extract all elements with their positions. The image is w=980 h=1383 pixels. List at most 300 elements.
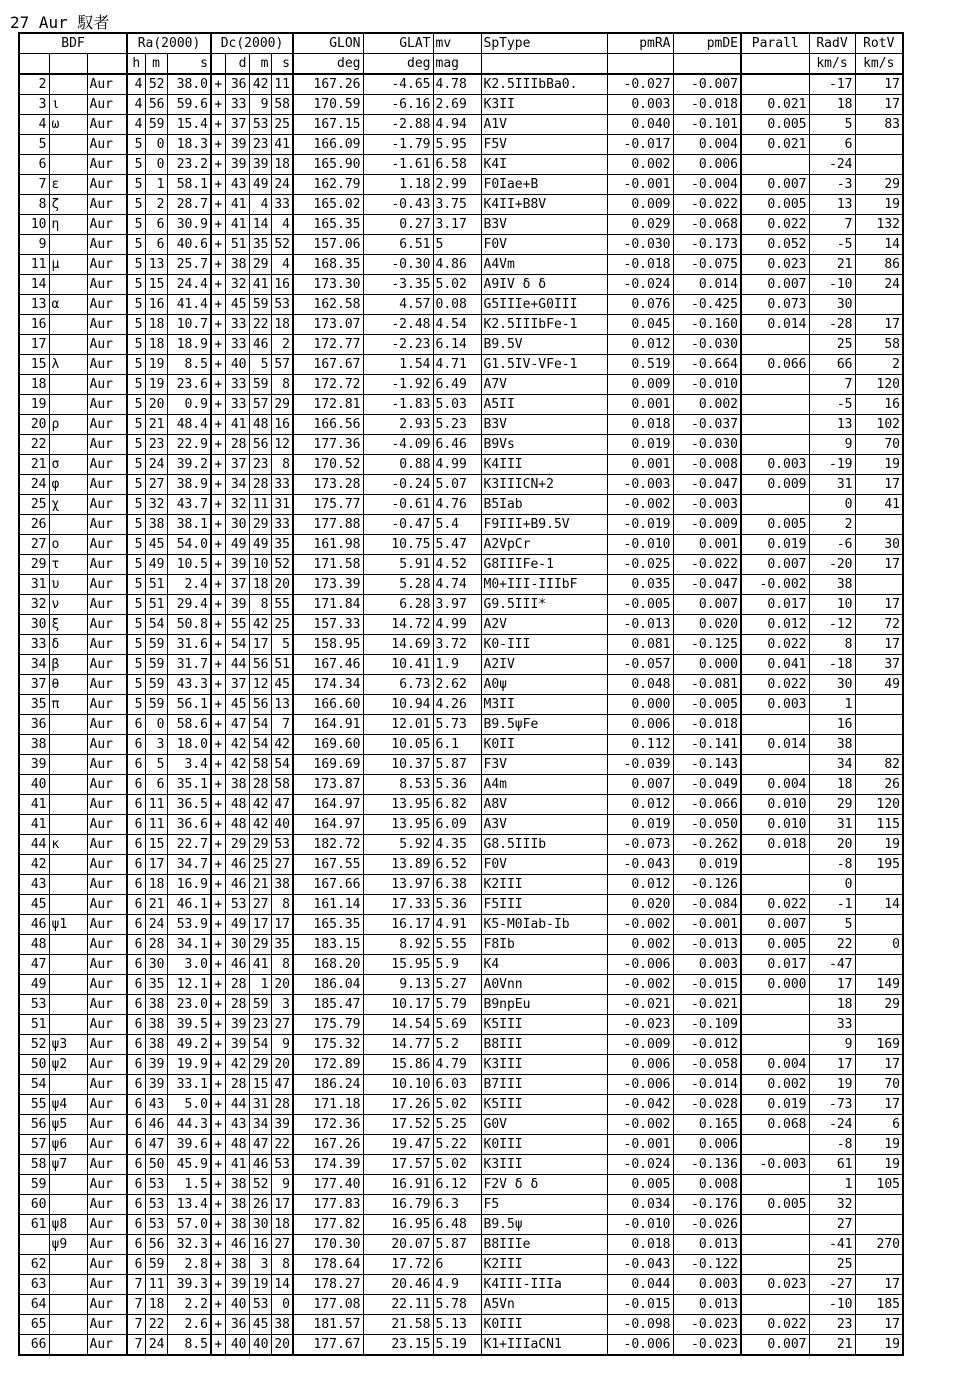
cell-dec-s: 22 xyxy=(271,1135,293,1155)
cell-dec-s: 27 xyxy=(271,1235,293,1255)
cell-ra-m: 30 xyxy=(145,955,167,975)
cell-rotv: 6 xyxy=(855,1115,903,1135)
cell-pmde: 0.007 xyxy=(673,595,741,615)
cell-parallax xyxy=(741,1175,809,1195)
cell-glon: 170.59 xyxy=(293,95,363,115)
cell-constellation: Aur xyxy=(87,1095,127,1115)
cell-sptype: K3IIICN+2 xyxy=(481,475,607,495)
cell-mv: 5.95 xyxy=(433,135,481,155)
cell-dec-sign: + xyxy=(211,655,225,675)
cell-ra-m: 32 xyxy=(145,495,167,515)
cell-ra-s: 44.3 xyxy=(167,1115,211,1135)
cell-greek-letter xyxy=(49,435,87,455)
table-row xyxy=(19,435,903,455)
cell-constellation: Aur xyxy=(87,735,127,755)
cell-greek-letter xyxy=(49,855,87,875)
cell-dec-s: 18 xyxy=(271,315,293,335)
cell-mv: 4.76 xyxy=(433,495,481,515)
cell-bdf-number: 9 xyxy=(19,235,49,255)
cell-sptype: K3III xyxy=(481,1055,607,1075)
table-row xyxy=(19,1215,903,1235)
cell-pmde: -0.010 xyxy=(673,375,741,395)
cell-pmra: -0.027 xyxy=(607,74,673,95)
cell-radv: 66 xyxy=(809,355,855,375)
cell-dec-d: 55 xyxy=(225,615,249,635)
cell-bdf-number: 24 xyxy=(19,475,49,495)
cell-greek-letter xyxy=(49,955,87,975)
cell-constellation: Aur xyxy=(87,215,127,235)
cell-bdf-number: 55 xyxy=(19,1095,49,1115)
cell-dec-sign: + xyxy=(211,235,225,255)
cell-pmde: -0.125 xyxy=(673,635,741,655)
cell-glat: 15.86 xyxy=(363,1055,433,1075)
cell-parallax xyxy=(741,1255,809,1275)
cell-parallax: 0.005 xyxy=(741,935,809,955)
cell-dec-m: 49 xyxy=(249,175,271,195)
cell-parallax: 0.019 xyxy=(741,535,809,555)
cell-ra-s: 39.5 xyxy=(167,1015,211,1035)
unit-cell xyxy=(211,54,225,75)
cell-pmde: -0.068 xyxy=(673,215,741,235)
cell-ra-m: 11 xyxy=(145,1275,167,1295)
cell-constellation: Aur xyxy=(87,1275,127,1295)
cell-rotv xyxy=(855,915,903,935)
table-row xyxy=(19,395,903,415)
cell-dec-m: 54 xyxy=(249,1035,271,1055)
cell-pmra: 0.002 xyxy=(607,155,673,175)
cell-constellation: Aur xyxy=(87,895,127,915)
cell-ra-s: 28.7 xyxy=(167,195,211,215)
cell-dec-sign: + xyxy=(211,1235,225,1255)
cell-ra-s: 24.4 xyxy=(167,275,211,295)
cell-glat: 10.10 xyxy=(363,1075,433,1095)
cell-ra-s: 32.3 xyxy=(167,1235,211,1255)
cell-ra-s: 36.5 xyxy=(167,795,211,815)
cell-dec-sign: + xyxy=(211,1275,225,1295)
cell-dec-sign: + xyxy=(211,635,225,655)
cell-rotv xyxy=(855,295,903,315)
cell-dec-sign: + xyxy=(211,315,225,335)
cell-dec-s: 53 xyxy=(271,835,293,855)
cell-glon: 166.60 xyxy=(293,695,363,715)
page-title: 27 Aur 馭者 xyxy=(10,13,110,32)
cell-dec-m: 17 xyxy=(249,915,271,935)
cell-pmra: -0.043 xyxy=(607,855,673,875)
cell-sptype: B9.5ψ xyxy=(481,1215,607,1235)
cell-dec-sign: + xyxy=(211,135,225,155)
table-row xyxy=(19,175,903,195)
cell-pmra: -0.002 xyxy=(607,495,673,515)
cell-dec-s: 31 xyxy=(271,495,293,515)
cell-radv: 22 xyxy=(809,935,855,955)
cell-glon: 185.47 xyxy=(293,995,363,1015)
cell-mv: 2.62 xyxy=(433,675,481,695)
cell-rotv: 26 xyxy=(855,775,903,795)
cell-bdf-number: 61 xyxy=(19,1215,49,1235)
cell-ra-s: 31.6 xyxy=(167,635,211,655)
cell-ra-h: 6 xyxy=(127,855,145,875)
table-row xyxy=(19,375,903,395)
cell-dec-m: 8 xyxy=(249,595,271,615)
cell-sptype: K2.5IIIbBa0. xyxy=(481,74,607,95)
cell-ra-s: 0.9 xyxy=(167,395,211,415)
cell-constellation: Aur xyxy=(87,355,127,375)
cell-bdf-number: 7 xyxy=(19,175,49,195)
cell-sptype: B9.5V xyxy=(481,335,607,355)
cell-pmra: -0.017 xyxy=(607,135,673,155)
cell-radv: -73 xyxy=(809,1095,855,1115)
cell-ra-m: 38 xyxy=(145,1035,167,1055)
cell-glat: 5.91 xyxy=(363,555,433,575)
cell-bdf-number: 32 xyxy=(19,595,49,615)
cell-ra-m: 47 xyxy=(145,1135,167,1155)
table-row xyxy=(19,975,903,995)
cell-ra-h: 5 xyxy=(127,655,145,675)
cell-greek-letter: θ xyxy=(49,675,87,695)
table-row xyxy=(19,1335,903,1356)
cell-ra-m: 59 xyxy=(145,695,167,715)
cell-mv: 5.36 xyxy=(433,895,481,915)
cell-ra-s: 3.4 xyxy=(167,755,211,775)
cell-glat: 0.27 xyxy=(363,215,433,235)
cell-rotv: 149 xyxy=(855,975,903,995)
cell-dec-d: 32 xyxy=(225,495,249,515)
cell-constellation: Aur xyxy=(87,875,127,895)
cell-glon: 167.15 xyxy=(293,115,363,135)
cell-dec-m: 4 xyxy=(249,195,271,215)
cell-ra-m: 38 xyxy=(145,1015,167,1035)
cell-pmde: -0.014 xyxy=(673,1075,741,1095)
cell-dec-d: 42 xyxy=(225,755,249,775)
cell-bdf-number: 33 xyxy=(19,635,49,655)
cell-glat: 14.72 xyxy=(363,615,433,635)
cell-pmra: -0.024 xyxy=(607,275,673,295)
cell-greek-letter: ν xyxy=(49,595,87,615)
cell-glon: 166.09 xyxy=(293,135,363,155)
cell-dec-d: 39 xyxy=(225,155,249,175)
cell-radv: 7 xyxy=(809,375,855,395)
cell-dec-m: 17 xyxy=(249,635,271,655)
cell-sptype: A0Vnn xyxy=(481,975,607,995)
cell-greek-letter: π xyxy=(49,695,87,715)
cell-radv: -3 xyxy=(809,175,855,195)
cell-dec-d: 40 xyxy=(225,1295,249,1315)
cell-greek-letter xyxy=(49,1195,87,1215)
cell-pmra: -0.057 xyxy=(607,655,673,675)
cell-ra-m: 39 xyxy=(145,1055,167,1075)
cell-dec-sign: + xyxy=(211,335,225,355)
cell-radv: -27 xyxy=(809,1275,855,1295)
cell-pmde: 0.008 xyxy=(673,1175,741,1195)
cell-dec-d: 38 xyxy=(225,775,249,795)
cell-dec-m: 23 xyxy=(249,1015,271,1035)
cell-dec-sign: + xyxy=(211,855,225,875)
cell-glon: 162.79 xyxy=(293,175,363,195)
cell-dec-s: 8 xyxy=(271,455,293,475)
cell-constellation: Aur xyxy=(87,235,127,255)
table-row xyxy=(19,1315,903,1335)
cell-radv: 38 xyxy=(809,735,855,755)
cell-greek-letter xyxy=(49,1075,87,1095)
cell-ra-s: 38.1 xyxy=(167,515,211,535)
cell-dec-d: 41 xyxy=(225,1155,249,1175)
cell-rotv: 82 xyxy=(855,755,903,775)
cell-radv: -47 xyxy=(809,955,855,975)
cell-rotv: 17 xyxy=(855,95,903,115)
cell-dec-d: 38 xyxy=(225,1195,249,1215)
cell-pmra: -0.005 xyxy=(607,595,673,615)
cell-radv: 21 xyxy=(809,1335,855,1356)
cell-parallax: -0.003 xyxy=(741,1155,809,1175)
cell-pmra: 0.112 xyxy=(607,735,673,755)
cell-glat: 8.92 xyxy=(363,935,433,955)
cell-glat: -4.65 xyxy=(363,74,433,95)
table-row xyxy=(19,1035,903,1055)
cell-parallax: 0.007 xyxy=(741,1335,809,1356)
cell-ra-s: 56.1 xyxy=(167,695,211,715)
cell-constellation: Aur xyxy=(87,655,127,675)
cell-pmde: 0.006 xyxy=(673,155,741,175)
cell-ra-s: 13.4 xyxy=(167,1195,211,1215)
cell-ra-m: 53 xyxy=(145,1195,167,1215)
cell-dec-d: 28 xyxy=(225,995,249,1015)
cell-dec-d: 44 xyxy=(225,1095,249,1115)
cell-dec-s: 40 xyxy=(271,815,293,835)
table-row xyxy=(19,915,903,935)
cell-dec-s: 9 xyxy=(271,1035,293,1055)
cell-radv: 0 xyxy=(809,875,855,895)
cell-ra-m: 53 xyxy=(145,1175,167,1195)
cell-bdf-number: 62 xyxy=(19,1255,49,1275)
cell-glon: 171.84 xyxy=(293,595,363,615)
cell-constellation: Aur xyxy=(87,295,127,315)
cell-dec-sign: + xyxy=(211,615,225,635)
cell-glat: -3.35 xyxy=(363,275,433,295)
cell-dec-m: 28 xyxy=(249,775,271,795)
cell-ra-m: 59 xyxy=(145,655,167,675)
cell-dec-d: 48 xyxy=(225,815,249,835)
cell-sptype: A5II xyxy=(481,395,607,415)
table-row xyxy=(19,675,903,695)
cell-bdf-number: 52 xyxy=(19,1035,49,1055)
cell-dec-sign: + xyxy=(211,875,225,895)
cell-pmra: 0.000 xyxy=(607,695,673,715)
cell-glat: 5.28 xyxy=(363,575,433,595)
cell-mv: 5.13 xyxy=(433,1315,481,1335)
cell-glat: 13.89 xyxy=(363,855,433,875)
cell-greek-letter xyxy=(49,315,87,335)
cell-ra-m: 24 xyxy=(145,1335,167,1356)
table-row xyxy=(19,755,903,775)
cell-bdf-number: 40 xyxy=(19,775,49,795)
cell-sptype: B5Iab xyxy=(481,495,607,515)
cell-dec-s: 33 xyxy=(271,195,293,215)
cell-ra-m: 46 xyxy=(145,1115,167,1135)
cell-pmde: 0.014 xyxy=(673,275,741,295)
cell-dec-sign: + xyxy=(211,1075,225,1095)
cell-constellation: Aur xyxy=(87,855,127,875)
cell-dec-m: 54 xyxy=(249,715,271,735)
cell-rotv: 17 xyxy=(855,315,903,335)
cell-dec-s: 3 xyxy=(271,995,293,1015)
cell-ra-s: 46.1 xyxy=(167,895,211,915)
cell-radv: 25 xyxy=(809,1255,855,1275)
cell-sptype: M3II xyxy=(481,695,607,715)
cell-glon: 186.24 xyxy=(293,1075,363,1095)
cell-mv: 4.71 xyxy=(433,355,481,375)
cell-ra-s: 3.0 xyxy=(167,955,211,975)
cell-rotv: 16 xyxy=(855,395,903,415)
cell-sptype: K0III xyxy=(481,1135,607,1155)
cell-glon: 169.60 xyxy=(293,735,363,755)
cell-pmde: -0.173 xyxy=(673,235,741,255)
cell-mv: 6.38 xyxy=(433,875,481,895)
cell-sptype: G8IIIFe-1 xyxy=(481,555,607,575)
cell-pmde: 0.019 xyxy=(673,855,741,875)
cell-pmra: 0.007 xyxy=(607,775,673,795)
cell-constellation: Aur xyxy=(87,495,127,515)
cell-mv: 0.08 xyxy=(433,295,481,315)
cell-ra-m: 0 xyxy=(145,715,167,735)
cell-dec-d: 38 xyxy=(225,255,249,275)
cell-mv: 5.23 xyxy=(433,415,481,435)
cell-rotv: 270 xyxy=(855,1235,903,1255)
cell-ra-m: 39 xyxy=(145,1075,167,1095)
table-row xyxy=(19,1015,903,1035)
cell-mv: 4.99 xyxy=(433,615,481,635)
cell-ra-m: 51 xyxy=(145,595,167,615)
cell-greek-letter xyxy=(49,755,87,775)
cell-parallax: 0.003 xyxy=(741,455,809,475)
cell-greek-letter xyxy=(49,995,87,1015)
cell-ra-h: 6 xyxy=(127,1155,145,1175)
cell-pmra: 0.003 xyxy=(607,95,673,115)
cell-greek-letter: μ xyxy=(49,255,87,275)
cell-dec-sign: + xyxy=(211,835,225,855)
cell-dec-sign: + xyxy=(211,1055,225,1075)
cell-dec-s: 35 xyxy=(271,935,293,955)
cell-pmde: 0.001 xyxy=(673,535,741,555)
cell-mv: 4.35 xyxy=(433,835,481,855)
cell-rotv: 17 xyxy=(855,1095,903,1115)
cell-greek-letter: φ xyxy=(49,475,87,495)
cell-ra-s: 23.6 xyxy=(167,375,211,395)
cell-dec-d: 41 xyxy=(225,195,249,215)
cell-sptype: K5III xyxy=(481,1095,607,1115)
cell-ra-s: 35.1 xyxy=(167,775,211,795)
cell-rotv: 19 xyxy=(855,455,903,475)
cell-constellation: Aur xyxy=(87,1135,127,1155)
cell-dec-sign: + xyxy=(211,1295,225,1315)
cell-dec-m: 48 xyxy=(249,415,271,435)
cell-dec-m: 46 xyxy=(249,1155,271,1175)
cell-dec-s: 28 xyxy=(271,1095,293,1115)
cell-pmra: 0.002 xyxy=(607,935,673,955)
cell-glat: 6.28 xyxy=(363,595,433,615)
table-row xyxy=(19,1255,903,1275)
cell-glat: -0.30 xyxy=(363,255,433,275)
cell-pmde: -0.126 xyxy=(673,875,741,895)
cell-bdf-number: 44 xyxy=(19,835,49,855)
cell-glat: 17.72 xyxy=(363,1255,433,1275)
cell-constellation: Aur xyxy=(87,535,127,555)
cell-ra-m: 21 xyxy=(145,895,167,915)
cell-sptype: A2IV xyxy=(481,655,607,675)
cell-ra-s: 43.7 xyxy=(167,495,211,515)
cell-constellation: Aur xyxy=(87,155,127,175)
cell-ra-m: 11 xyxy=(145,795,167,815)
cell-ra-s: 2.8 xyxy=(167,1255,211,1275)
cell-sptype: A8V xyxy=(481,795,607,815)
cell-mv: 4.26 xyxy=(433,695,481,715)
cell-ra-m: 2 xyxy=(145,195,167,215)
cell-dec-d: 39 xyxy=(225,1015,249,1035)
cell-dec-d: 28 xyxy=(225,435,249,455)
cell-radv: -6 xyxy=(809,535,855,555)
cell-dec-d: 43 xyxy=(225,1115,249,1135)
cell-sptype: K1+IIIaCN1 xyxy=(481,1335,607,1356)
header-glat: GLAT xyxy=(363,33,433,54)
cell-parallax: 0.073 xyxy=(741,295,809,315)
cell-ra-h: 6 xyxy=(127,1115,145,1135)
cell-sptype: A7V xyxy=(481,375,607,395)
cell-dec-d: 33 xyxy=(225,315,249,335)
cell-constellation: Aur xyxy=(87,1195,127,1215)
cell-dec-sign: + xyxy=(211,935,225,955)
cell-pmde: -0.049 xyxy=(673,775,741,795)
cell-glon: 183.15 xyxy=(293,935,363,955)
cell-radv: 8 xyxy=(809,635,855,655)
cell-ra-h: 5 xyxy=(127,315,145,335)
cell-glon: 172.36 xyxy=(293,1115,363,1135)
cell-dec-d: 46 xyxy=(225,1235,249,1255)
cell-dec-d: 54 xyxy=(225,635,249,655)
cell-radv: -24 xyxy=(809,155,855,175)
cell-glon: 174.34 xyxy=(293,675,363,695)
cell-ra-s: 1.5 xyxy=(167,1175,211,1195)
cell-glon: 173.28 xyxy=(293,475,363,495)
cell-glon: 169.69 xyxy=(293,755,363,775)
cell-rotv: 70 xyxy=(855,1075,903,1095)
cell-ra-m: 56 xyxy=(145,95,167,115)
cell-rotv: 120 xyxy=(855,375,903,395)
cell-pmra: -0.015 xyxy=(607,1295,673,1315)
table-row xyxy=(19,295,903,315)
cell-radv: 17 xyxy=(809,975,855,995)
cell-bdf-number: 36 xyxy=(19,715,49,735)
cell-bdf-number: 57 xyxy=(19,1135,49,1155)
cell-rotv: 17 xyxy=(855,595,903,615)
cell-rotv: 19 xyxy=(855,1335,903,1356)
cell-bdf-number: 48 xyxy=(19,935,49,955)
cell-ra-h: 5 xyxy=(127,475,145,495)
cell-ra-s: 59.6 xyxy=(167,95,211,115)
cell-ra-s: 48.4 xyxy=(167,415,211,435)
cell-parallax: 0.021 xyxy=(741,135,809,155)
cell-ra-s: 45.9 xyxy=(167,1155,211,1175)
cell-dec-sign: + xyxy=(211,1095,225,1115)
cell-bdf-number: 5 xyxy=(19,135,49,155)
cell-parallax xyxy=(741,395,809,415)
cell-dec-s: 8 xyxy=(271,895,293,915)
cell-dec-m: 16 xyxy=(249,1235,271,1255)
cell-rotv: 115 xyxy=(855,815,903,835)
cell-dec-m: 35 xyxy=(249,235,271,255)
header-bdf: BDF xyxy=(19,33,127,54)
cell-radv: 25 xyxy=(809,335,855,355)
cell-dec-m: 53 xyxy=(249,115,271,135)
cell-bdf-number: 31 xyxy=(19,575,49,595)
